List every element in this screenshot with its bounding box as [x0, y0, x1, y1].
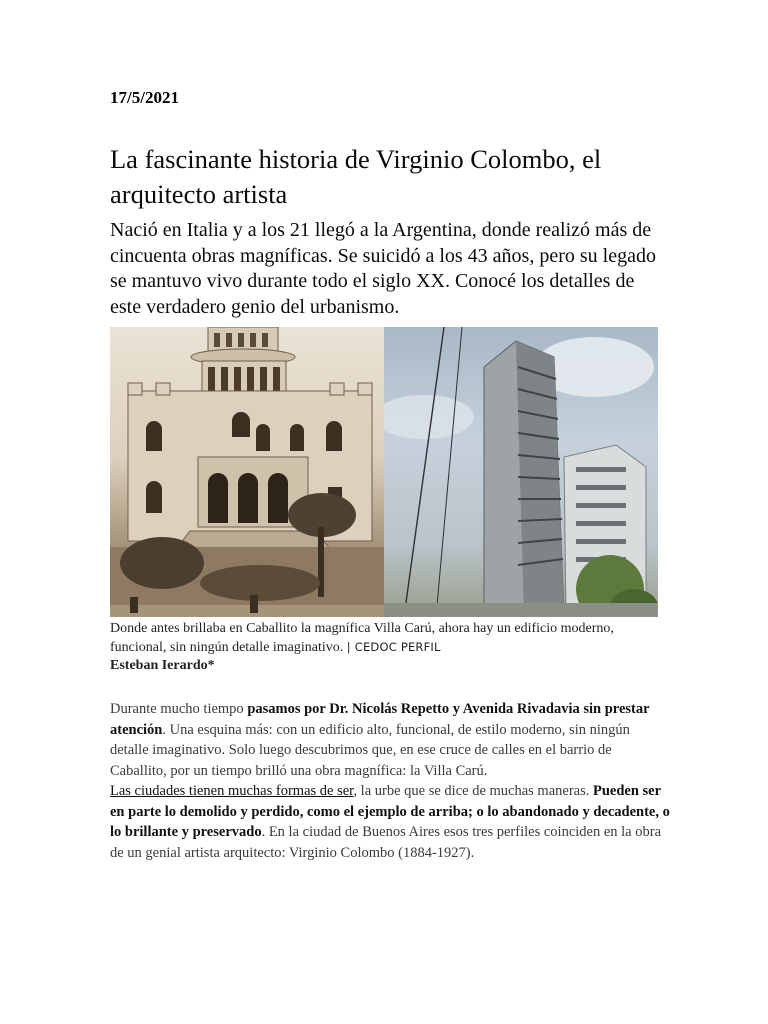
- article-lead: Nació en Italia y a los 21 llegó a la Argentina, donde realizó más de cincuenta obras magníficas. Se suicidó a los 43 años, pero su legado se mantuvo vivo durante todo el siglo XX. Conocé los detalles de este verdadero genio del urbanismo.: [110, 219, 656, 318]
- p1-text-c: . Una esquina más: con un edificio alto, funcional, de estilo moderno, sin ningún detalle imaginativo. Solo luego descubrimos que, en ese cruce de calles en el barrio de Caballito, por un tiempo brilló una obra magnífica: la Villa Carú.: [110, 721, 630, 779]
- article-photos: [110, 327, 658, 617]
- article-title: La fascinante historia de Virginio Colombo, el arquitecto artista: [110, 144, 602, 209]
- p1-text-a: Durante mucho tiempo: [110, 701, 248, 717]
- article-author: Esteban Ierardo*: [110, 658, 215, 673]
- p2-text-d: . En la ciudad de Buenos Aires esos tres perfiles coinciden en la obra de un genial artista arquitecto: Virginio Colombo (1884-1927).: [110, 824, 662, 861]
- photo-credit: | CEDOC PERFIL: [346, 640, 441, 654]
- p2-text-b: , la urbe que se dice de muchas maneras.: [353, 783, 593, 799]
- p2-link[interactable]: Las ciudades tienen muchas formas de ser: [110, 783, 354, 799]
- p1-bold: pasamos por Dr. Nicolás Repetto y Avenida Rivadavia sin prestar atención: [110, 701, 650, 738]
- modern-building-photo: [384, 327, 658, 617]
- body-paragraph-1: [110, 699, 670, 781]
- article-date: 17/5/2021: [110, 88, 179, 107]
- article-body: [110, 699, 670, 863]
- p2-bold: Pueden ser en parte lo demolido y perdido, como el ejemplo de arriba; o lo abandonado y decadente, o lo brillante y preservado: [110, 783, 670, 840]
- photo-caption: [110, 620, 670, 675]
- body-paragraph-2: [110, 781, 670, 863]
- villa-caru-photo: [110, 327, 384, 617]
- caption-text: Donde antes brillaba en Caballito la magnífica Villa Carú, ahora hay un edificio moderno, funcional, sin ningún detalle imaginativo.: [110, 621, 614, 655]
